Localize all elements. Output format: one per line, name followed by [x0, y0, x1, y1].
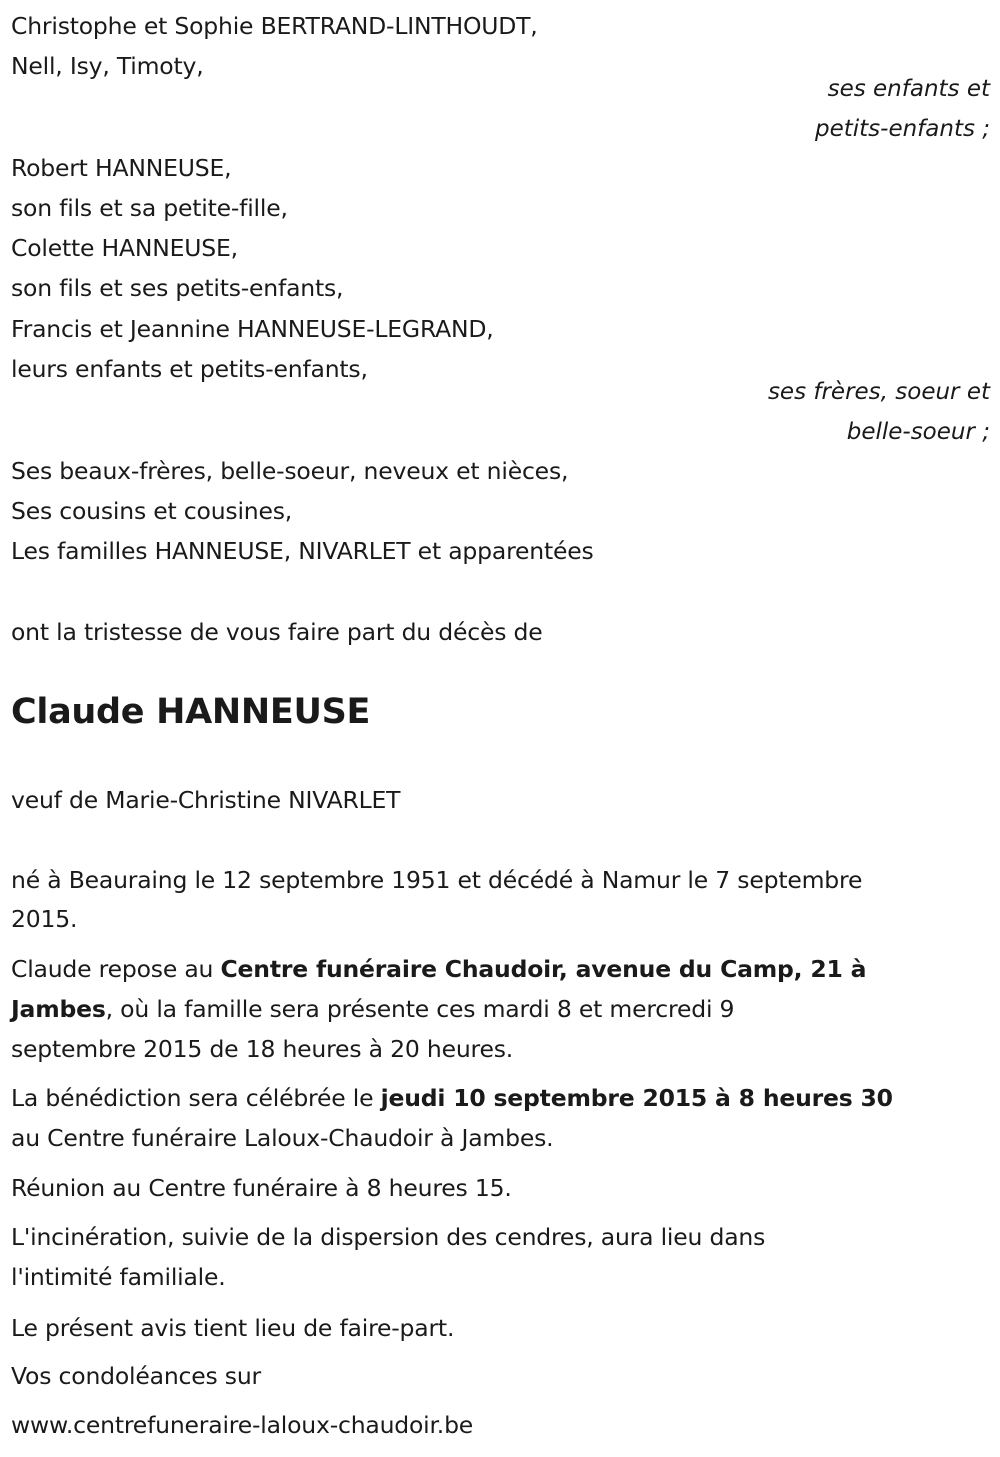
announcement-text: ont la tristesse de vous faire part du décès de: [11, 618, 543, 646]
repose-line: [11, 994, 734, 1024]
meeting-line: Réunion au Centre funéraire à 8 heures 15.: [11, 1174, 512, 1202]
cremation-line: l'intimité familiale.: [11, 1263, 226, 1291]
widower-of: veuf de Marie-Christine NIVARLET: [11, 786, 401, 814]
birth-death-line: 2015.: [11, 905, 78, 933]
condolences-label: Vos condoléances sur: [11, 1362, 262, 1390]
family-role: belle-soeur ;: [846, 419, 990, 445]
repose-line: septembre 2015 de 18 heures à 20 heures.: [11, 1035, 514, 1063]
notice-line: Le présent avis tient lieu de faire-part.: [11, 1314, 455, 1342]
repose-prefix: Claude repose au: [11, 955, 221, 983]
family-line: leurs enfants et petits-enfants,: [11, 355, 368, 383]
family-line: Christophe et Sophie BERTRAND-LINTHOUDT,: [11, 12, 538, 40]
family-line: son fils et ses petits-enfants,: [11, 274, 344, 302]
family-line: Les familles HANNEUSE, NIVARLET et apparentées: [11, 537, 594, 565]
family-line: son fils et sa petite-fille,: [11, 194, 288, 222]
ceremony-date: jeudi 10 septembre 2015 à 8 heures 30: [380, 1084, 893, 1112]
family-line: Francis et Jeannine HANNEUSE-LEGRAND,: [11, 315, 494, 343]
ceremony-line: au Centre funéraire Laloux-Chaudoir à Jambes.: [11, 1124, 554, 1152]
family-line: Ses cousins et cousines,: [11, 497, 293, 525]
condolences-website-link[interactable]: www.centrefuneraire-laloux-chaudoir.be: [11, 1411, 474, 1439]
deceased-name: Claude HANNEUSE: [11, 692, 371, 732]
cremation-line: L'incinération, suivie de la dispersion des cendres, aura lieu dans: [11, 1223, 766, 1251]
family-role: petits-enfants ;: [814, 116, 990, 142]
ceremony-prefix: La bénédiction sera célébrée le: [11, 1084, 381, 1112]
ceremony-line: [11, 1083, 893, 1113]
repose-line: [11, 954, 866, 984]
family-role: ses frères, soeur et: [767, 379, 990, 405]
family-line: Robert HANNEUSE,: [11, 154, 232, 182]
family-line: Nell, Isy, Timoty,: [11, 52, 204, 80]
repose-place-city: Jambes: [11, 995, 106, 1023]
repose-presence: , où la famille sera présente ces mardi 8 et mercredi 9: [105, 995, 735, 1023]
birth-death-line: né à Beauraing le 12 septembre 1951 et décédé à Namur le 7 septembre: [11, 866, 863, 894]
family-line: Ses beaux-frères, belle-soeur, neveux et nièces,: [11, 457, 569, 485]
family-role: ses enfants et: [827, 76, 990, 102]
repose-place: Centre funéraire Chaudoir, avenue du Camp, 21 à: [220, 955, 867, 983]
family-line: Colette HANNEUSE,: [11, 234, 238, 262]
